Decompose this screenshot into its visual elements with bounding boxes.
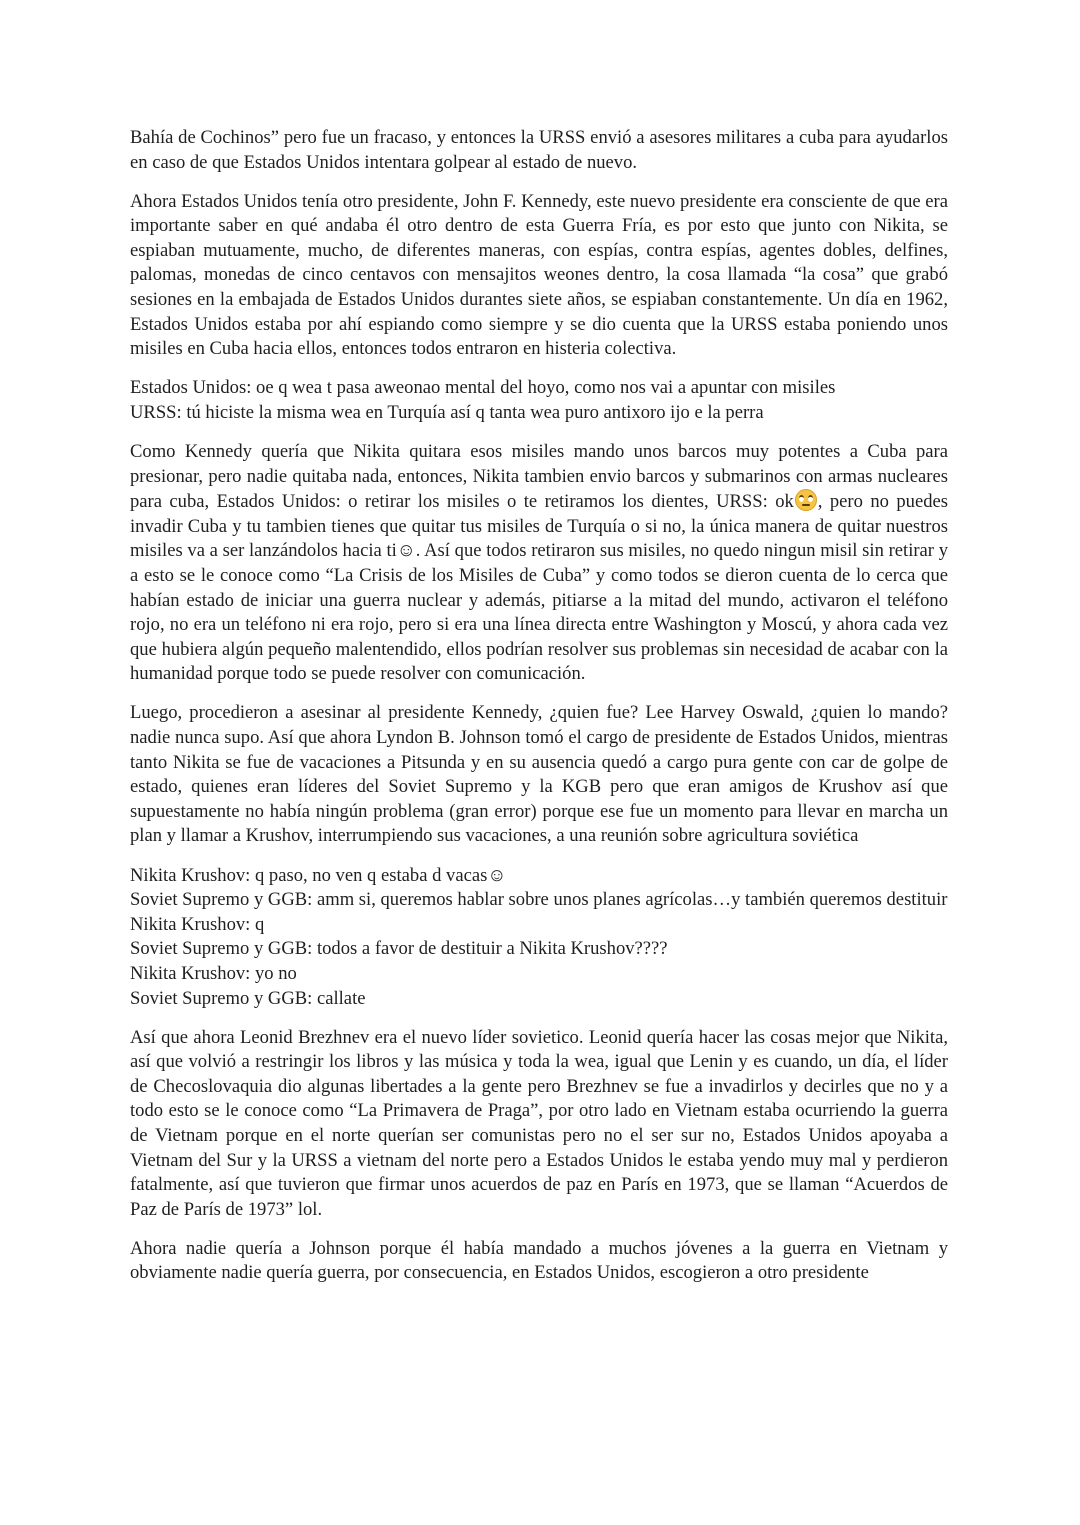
paragraph-bahia: Bahía de Cochinos” pero fue un fracaso, y entonces la URSS envió a asesores militares a cuba para ayudarlos en caso de que Estados Unidos intentara golpear al estado de nuevo. (130, 127, 948, 173)
dialog-line: Estados Unidos: oe q wea t pasa aweonao mental del hoyo, como nos vai a apuntar con misiles (130, 377, 836, 399)
paragraph-kennedy-assassination: Luego, procedieron a asesinar al presidente Kennedy, ¿quien fue? Lee Harvey Oswald, ¿quien lo mando? nadie nunca supo. Así que ahora Lyndon B. Johnson tomó el cargo de presidente de Estados Unidos, mientras tanto Nikita se fue de vacaciones a Pitsunda y en su ausencia quedó a cargo pura gente con car de golpe de estado, quienes eran líderes del Soviet Supremo y la KGB pero que eran amigos de Krushov así que supuestamente no había ningún problema (gran error) porque ese fue un momento para llevar en marcha un plan y llamar a Krushov, interrumpiendo sus vacaciones, a una reunión sobre agricultura soviética (130, 702, 948, 847)
dialog-line: Nikita Krushov: yo no (130, 962, 297, 984)
paragraph-brezhnev: Así que ahora Leonid Brezhnev era el nuevo líder sovietico. Leonid quería hacer las cosas mejor que Nikita, así que volvió a restringir los libros y las música y toda la wea, igual que Lenin y es cuando, un día, el líder de Checoslovaquia dio algunas libertades a la gente pero Brezhnev se fue a invadirlos y decirles que no y a todo esto se le conoce como “La Primavera de Praga”, por otro lado en Vietnam estaba ocurriendo la guerra de Vietnam porque en el norte querían ser comunistas pero no el ser sur no, Estados Unidos apoyaba a Vietnam del Sur y la URSS a vietnam del norte pero a Estados Unidos le estaba yendo muy mal y perdieron fatalmente, así que tuvieron que firmar unos acuerdos de paz en París en 1973, que se llaman “Acuerdos de Paz de París de 1973” lol. (130, 1026, 948, 1220)
dialog-line: Nikita Krushov: q paso, no ven q estaba d vacas☺ (130, 864, 507, 886)
paragraph-kennedy-espionage: Ahora Estados Unidos tenía otro presidente, John F. Kennedy, este nuevo presidente era consciente de que era importante saber en qué andaba él otro dentro de esta Guerra Fría, es por esto que junto con Nikita, se espiaban mutuamente, mucho, de diferentes maneras, con espías, contra espías, agentes dobles, delfines, palomas, monedas de cinco centavos con mensajitos weones dentro, la cosa llamada “la cosa” que grabó sesiones en la embajada de Estados Unidos durantes siete años, se espiaban constantemente. Un día en 1962, Estados Unidos estaba por ahí espiando como siempre y se dio cuenta que la URSS estaba poniendo unos misiles en Cuba hacia ellos, entonces todos entraron en histeria colectiva. (130, 190, 948, 360)
dialog-line: Soviet Supremo y GGB: callate (130, 987, 366, 1009)
dialog-line: Nikita Krushov: q (130, 913, 265, 935)
dialog-line: Soviet Supremo y GGB: amm si, queremos hablar sobre unos planes agrícolas…y también queremos destituir (130, 889, 948, 911)
paragraph-johnson: Ahora nadie quería a Johnson porque él había mandado a muchos jóvenes a la guerra en Vietnam y obviamente nadie quería guerra, por consecuencia, en Estados Unidos, escogieron a otro presidente (130, 1237, 948, 1284)
document-page (130, 126, 948, 1301)
dialog-missiles (130, 376, 948, 425)
paragraph-cuban-crisis (130, 440, 948, 687)
eyeroll-emoji-icon (795, 489, 817, 511)
dialog-line: URSS: tú hiciste la misma wea en Turquía así q tanta wea puro antixoro ijo e la perra (130, 401, 764, 423)
paragraph-text: Como Kennedy quería que Nikita quitara esos misiles mando unos barcos muy potentes a Cuba para presionar, pero nadie quitaba nada, entonces, Nikita tambien envio barcos y submarinos con armas nucleares para cuba, Estados Unidos: o retirar los misiles o te retiramos los dientes, URSS: ok (130, 441, 948, 513)
dialog-krushov (130, 864, 948, 1012)
dialog-line: Soviet Supremo y GGB: todos a favor de destituir a Nikita Krushov???? (130, 938, 668, 960)
paragraph-text: , pero no puedes invadir Cuba y tu tambien tienes que quitar tus misiles de Turquía o si no, la única manera de quitar nuestros misiles va a ser lanzándolos hacia ti☺. Así que todos retiraron sus misiles, no quedo ningun misil sin retirar y a esto se le conoce como “La Crisis de los Misiles de Cuba” y como todos se dieron cuenta de lo cerca que habían estado de iniciar una guerra nuclear y además, pitiarse a la mitad del mundo, activaron el teléfono rojo, no era un teléfono ni era rojo, pero si era una línea directa entre Washington y Moscú, y ahora cada vez que hubiera algún pequeño malentendido, ellos podrían resolver sus problemas sin necesidad de acabar con la humanidad porque todo se puede resolver con comunicación. (130, 491, 948, 685)
